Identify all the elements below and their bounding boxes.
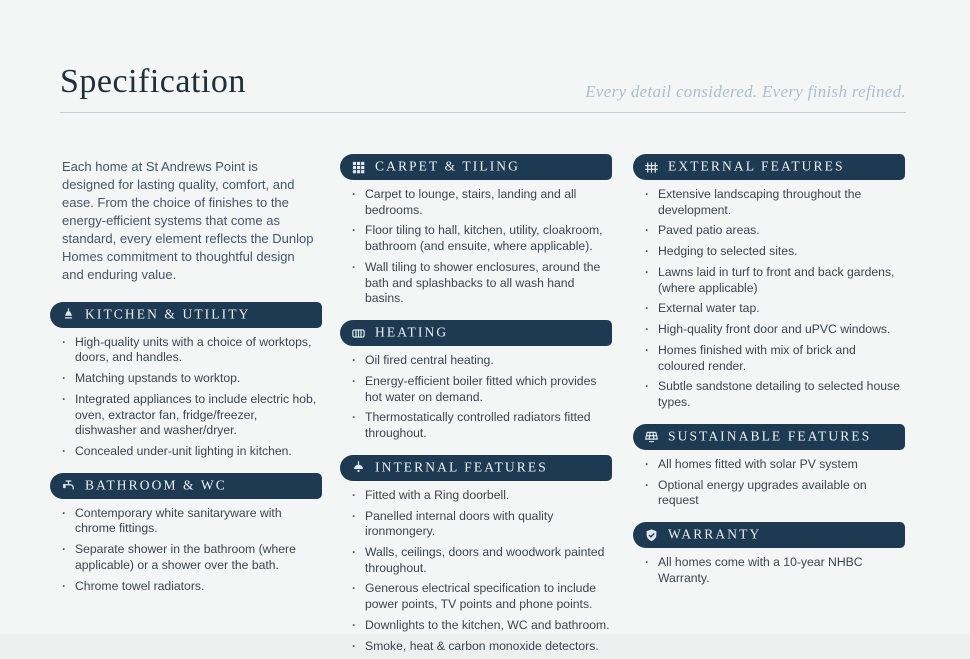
spec-item	[352, 618, 612, 634]
section-header-external-features	[633, 154, 905, 180]
spec-item	[352, 639, 612, 655]
spec-item-text: Lawns laid in turf to front and back gardens, (where applicable)	[658, 264, 895, 295]
spec-item-text: Fitted with a Ring doorbell.	[365, 487, 510, 502]
section-warranty	[633, 522, 905, 586]
spec-item-text: Homes finished with mix of brick and coloured render.	[658, 342, 856, 373]
pendant-light-icon	[351, 460, 366, 475]
bullet-dot: ·	[645, 301, 649, 316]
bullet-dot: ·	[352, 353, 356, 368]
section-header-internal-features	[340, 455, 612, 481]
bullet-dot: ·	[645, 244, 649, 259]
spec-item-text: Integrated appliances to include electric hob, oven, extractor fan, fridge/freezer, dishwasher and washer/dryer.	[75, 391, 317, 438]
section-sustainable-features	[633, 424, 905, 509]
bullet-dot: ·	[352, 410, 356, 425]
column-left	[50, 154, 322, 599]
spec-item	[62, 444, 322, 460]
spec-item-text: Wall tiling to shower enclosures, around the bath and splashbacks to all wash hand basins.	[365, 259, 601, 306]
spec-item-text: Oil fired central heating.	[365, 353, 494, 368]
spec-item	[352, 374, 612, 405]
bullet-dot: ·	[352, 259, 356, 274]
spec-item	[352, 353, 612, 369]
tap-icon	[61, 478, 76, 493]
section-header-heating	[340, 320, 612, 346]
bullet-dot: ·	[352, 581, 356, 596]
section-title: EXTERNAL FEATURES	[668, 158, 845, 174]
bullet-dot: ·	[645, 477, 649, 492]
section-heating	[340, 320, 612, 442]
spec-item	[62, 335, 322, 366]
section-items	[633, 555, 905, 586]
section-header-bathroom-wc	[50, 473, 322, 499]
spec-item	[352, 509, 612, 540]
section-header-carpet-tiling	[340, 154, 612, 180]
spec-item	[62, 371, 322, 387]
section-title: BATHROOM & WC	[85, 477, 227, 493]
bullet-dot: ·	[645, 342, 649, 357]
intro-paragraph: Each home at St Andrews Point is designed for lasting quality, comfort, and ease. From the choice of finishes to the energy-efficient systems that come as standard, every element reflects the Dunlop Homes commitment to thoughtful design and enduring value.	[62, 159, 314, 282]
section-bathroom-wc	[50, 473, 322, 595]
section-items	[50, 335, 322, 460]
bullet-dot: ·	[645, 456, 649, 471]
section-kitchen-utility	[50, 302, 322, 460]
spec-item-text: Matching upstands to worktop.	[75, 371, 241, 386]
solar-panel-icon	[644, 429, 659, 444]
spec-item	[352, 545, 612, 576]
section-title: WARRANTY	[668, 526, 762, 542]
bullet-dot: ·	[62, 578, 66, 593]
spec-item-text: Panelled internal doors with quality ironmongery.	[365, 508, 554, 539]
tile-pattern-icon	[351, 160, 366, 175]
bullet-dot: ·	[645, 379, 649, 394]
spec-item-text: Optional energy upgrades available on request	[658, 477, 867, 508]
bullet-dot: ·	[352, 487, 356, 502]
spec-item-text: Thermostatically controlled radiators fitted throughout.	[365, 410, 591, 441]
fence-icon	[644, 160, 659, 175]
section-title: KITCHEN & UTILITY	[85, 306, 251, 322]
bullet-dot: ·	[645, 223, 649, 238]
bullet-dot: ·	[645, 187, 649, 201]
section-title: HEATING	[375, 324, 449, 340]
section-items	[50, 506, 322, 595]
spec-item	[645, 265, 905, 296]
bullet-dot: ·	[352, 373, 356, 388]
spec-item-text: Energy-efficient boiler fitted which provides hot water on demand.	[365, 373, 597, 404]
section-items	[340, 353, 612, 442]
bullet-dot: ·	[62, 443, 66, 458]
spec-item	[645, 244, 905, 260]
section-header-warranty	[633, 522, 905, 548]
section-title: SUSTAINABLE FEATURES	[668, 428, 872, 444]
bullet-dot: ·	[62, 371, 66, 386]
bullet-dot: ·	[62, 542, 66, 557]
spec-item	[645, 555, 905, 586]
spec-item-text: High-quality units with a choice of worktops, doors, and handles.	[75, 334, 312, 365]
tagline: Every detail considered. Every finish refined.	[585, 82, 906, 101]
section-title: CARPET & TILING	[375, 158, 521, 174]
page-title: Specification	[60, 63, 246, 100]
spec-item	[62, 506, 322, 537]
spec-item-text: Separate shower in the bathroom (where applicable) or a shower over the bath.	[75, 542, 296, 572]
column-right	[633, 154, 905, 591]
spec-item-text: Downlights to the kitchen, WC and bathroom.	[365, 617, 610, 632]
spec-item-text: High-quality front door and uPVC windows.	[658, 322, 891, 337]
bullet-dot: ·	[352, 545, 356, 560]
bullet-dot: ·	[645, 322, 649, 337]
spec-item	[352, 488, 612, 504]
spec-item-text: Carpet to lounge, stairs, landing and all bedrooms.	[365, 187, 577, 217]
radiator-icon	[351, 326, 366, 341]
spec-item-text: Contemporary white sanitaryware with chrome fittings.	[75, 505, 282, 536]
section-items	[340, 187, 612, 307]
bullet-dot: ·	[352, 638, 356, 653]
bullet-dot: ·	[62, 334, 66, 349]
spec-item	[645, 379, 905, 410]
spec-item-text: All homes come with a 10-year NHBC Warranty.	[658, 555, 863, 585]
spec-item-text: Extensive landscaping throughout the development.	[658, 187, 862, 217]
spec-item-text: Generous electrical specification to include power points, TV points and phone points.	[365, 581, 597, 612]
spec-item-text: Subtle sandstone detailing to selected house types.	[658, 379, 900, 410]
bullet-dot: ·	[352, 187, 356, 201]
cooker-hood-icon	[61, 307, 76, 322]
header-divider	[60, 112, 906, 113]
spec-item	[645, 322, 905, 338]
bullet-dot: ·	[62, 391, 66, 406]
spec-item	[645, 301, 905, 317]
spec-item	[645, 457, 905, 473]
spec-item	[645, 223, 905, 239]
spec-item-text: External water tap.	[658, 301, 760, 316]
spec-item	[352, 187, 612, 218]
spec-item-text: Chrome towel radiators.	[75, 578, 205, 593]
spec-item-text: Smoke, heat & carbon monoxide detectors.	[365, 638, 599, 653]
spec-item-text: Concealed under-unit lighting in kitchen.	[75, 443, 292, 458]
spec-item-text: Paved patio areas.	[658, 223, 760, 238]
section-header-sustainable-features	[633, 424, 905, 450]
spec-item	[352, 260, 612, 307]
spec-item-text: Floor tiling to hall, kitchen, utility, cloakroom, bathroom (and ensuite, where applicable).	[365, 223, 603, 254]
section-carpet-tiling	[340, 154, 612, 307]
spec-item-text: All homes fitted with solar PV system	[658, 456, 858, 471]
spec-item	[352, 581, 612, 612]
shield-check-icon	[644, 528, 659, 543]
section-items	[633, 187, 905, 411]
bullet-dot: ·	[352, 617, 356, 632]
bullet-dot: ·	[352, 508, 356, 523]
spec-item-text: Walls, ceilings, doors and woodwork painted throughout.	[365, 545, 605, 575]
bullet-dot: ·	[645, 555, 649, 570]
bullet-dot: ·	[62, 505, 66, 520]
spec-item	[62, 392, 322, 439]
bullet-dot: ·	[352, 223, 356, 238]
spec-item	[352, 223, 612, 254]
section-items	[633, 457, 905, 509]
spec-item	[645, 187, 905, 218]
spec-item	[62, 542, 322, 573]
bullet-dot: ·	[645, 264, 649, 279]
spec-item	[645, 478, 905, 509]
spec-item	[62, 579, 322, 595]
spec-item	[352, 410, 612, 441]
section-internal-features	[340, 455, 612, 655]
section-title: INTERNAL FEATURES	[375, 459, 548, 475]
spec-item-text: Hedging to selected sites.	[658, 244, 798, 259]
spec-item	[645, 343, 905, 374]
section-items	[340, 488, 612, 655]
section-header-kitchen-utility	[50, 302, 322, 328]
section-external-features	[633, 154, 905, 411]
column-middle	[340, 154, 612, 659]
